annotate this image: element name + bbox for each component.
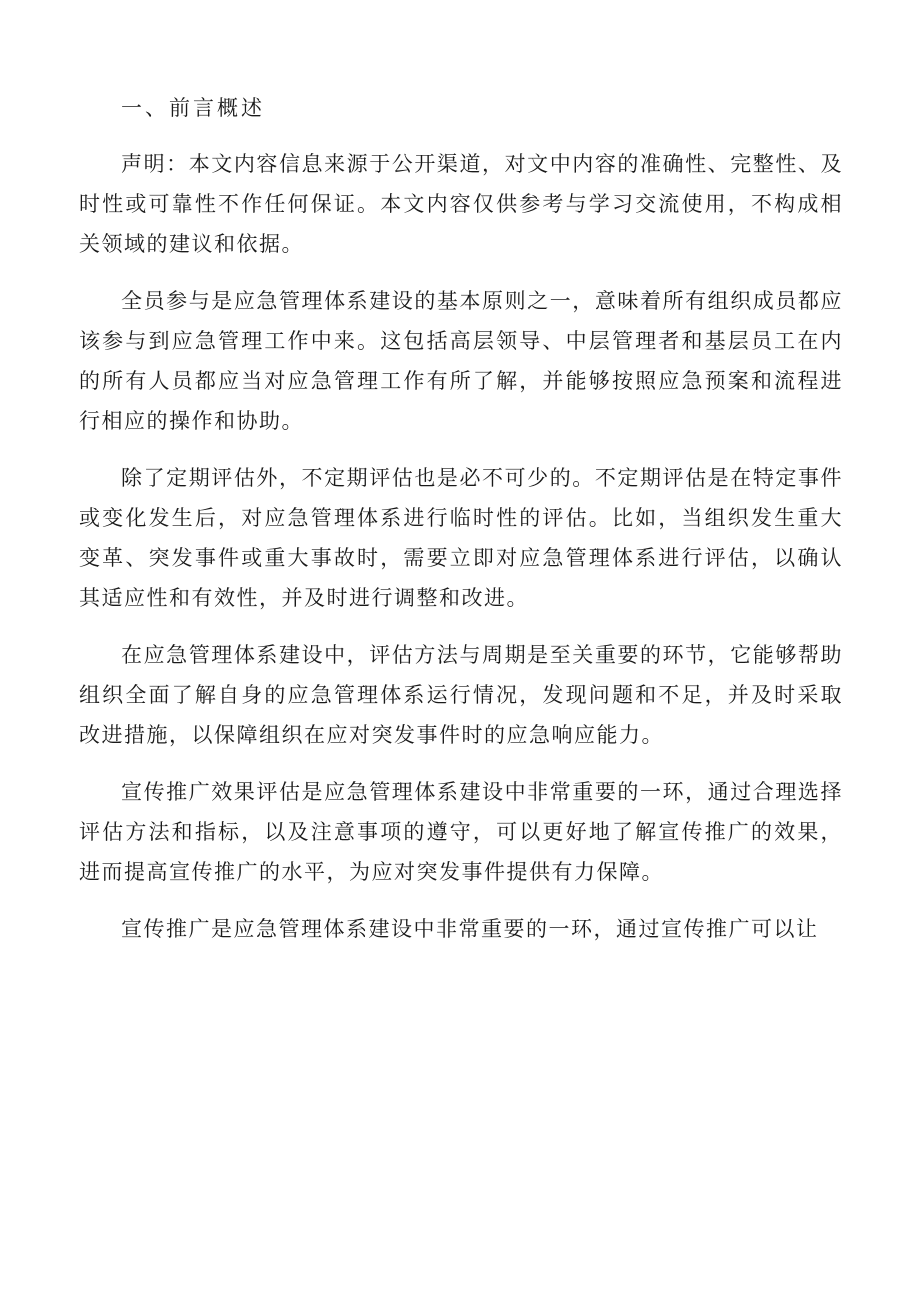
body-paragraph: 宣传推广效果评估是应急管理体系建设中非常重要的一环，通过合理选择评估方法和指标，以及注意事项的遵守，可以更好地了解宣传推广的效果，进而提高宣传推广的水平，为应对突发事件提供有力保障。: [79, 780, 843, 884]
document-body: [79, 88, 843, 949]
body-paragraph: 除了定期评估外，不定期评估也是必不可少的。不定期评估是在特定事件或变化发生后，对应急管理体系进行临时性的评估。比如，当组织发生重大变革、突发事件或重大事故时，需要立即对应急管理体系进行评估，以确认其适应性和有效性，并及时进行调整和改进。: [79, 466, 843, 610]
disclaimer-paragraph: 声明：本文内容信息来源于公开渠道，对文中内容的准确性、完整性、及时性或可靠性不作任何保证。本文内容仅供参考与学习交流使用，不构成相关领域的建议和依据。: [79, 152, 843, 256]
body-paragraph: 全员参与是应急管理体系建设的基本原则之一，意味着所有组织成员都应该参与到应急管理工作中来。这包括高层领导、中层管理者和基层员工在内的所有人员都应当对应急管理工作有所了解，并能够按照应急预案和流程进行相应的操作和协助。: [79, 289, 843, 433]
section-heading: 一、前言概述: [121, 96, 265, 120]
body-paragraph: 宣传推广是应急管理体系建设中非常重要的一环，通过宣传推广可以让: [121, 917, 819, 941]
body-paragraph: 在应急管理体系建设中，评估方法与周期是至关重要的环节，它能够帮助组织全面了解自身的应急管理体系运行情况，发现问题和不足，并及时采取改进措施，以保障组织在应对突发事件时的应急响应能力。: [79, 643, 843, 747]
